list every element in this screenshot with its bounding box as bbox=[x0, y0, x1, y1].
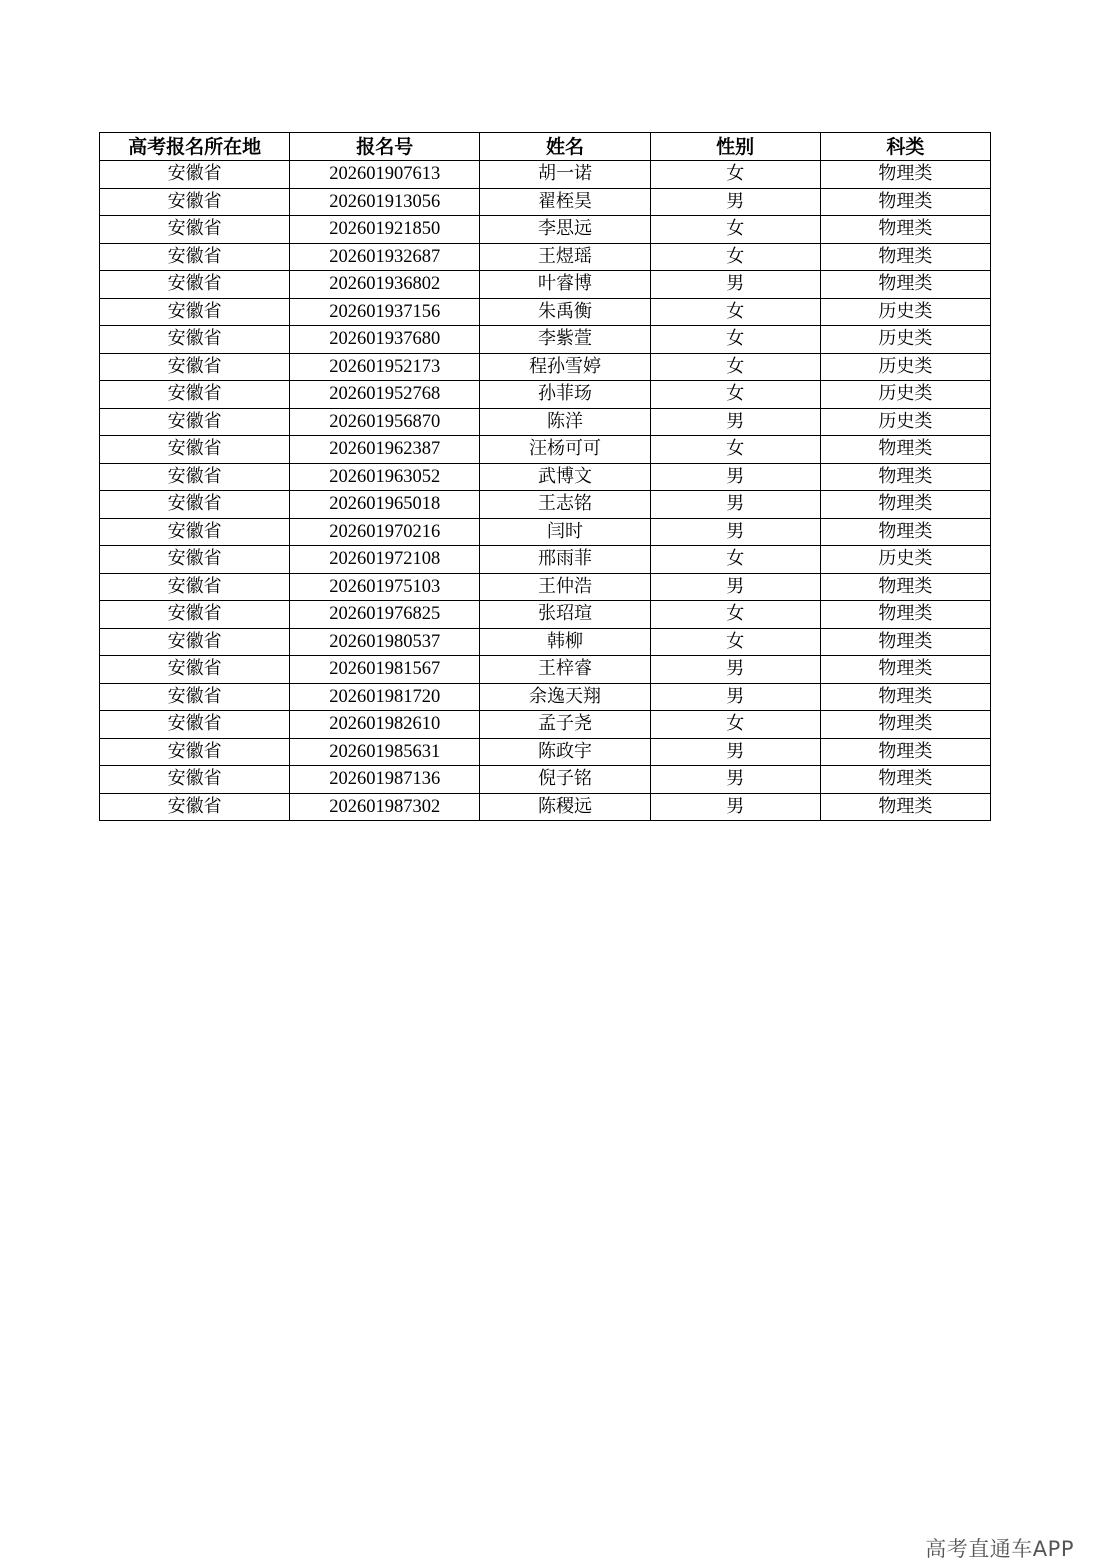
cell-gender: 男 bbox=[650, 683, 820, 711]
cell-registration-number: 202601952173 bbox=[290, 353, 480, 381]
cell-gender: 女 bbox=[650, 216, 820, 244]
table-row bbox=[100, 573, 991, 601]
cell-registration-number: 202601913056 bbox=[290, 188, 480, 216]
cell-gender: 男 bbox=[650, 738, 820, 766]
cell-name: 武博文 bbox=[480, 463, 650, 491]
cell-registration-number: 202601963052 bbox=[290, 463, 480, 491]
roster-table bbox=[99, 132, 991, 821]
cell-gender: 男 bbox=[650, 408, 820, 436]
cell-name: 倪子铭 bbox=[480, 766, 650, 794]
table-row bbox=[100, 243, 991, 271]
cell-name: 孟子尧 bbox=[480, 711, 650, 739]
table-row bbox=[100, 518, 991, 546]
cell-registration-number: 202601965018 bbox=[290, 491, 480, 519]
cell-name: 叶睿博 bbox=[480, 271, 650, 299]
table-row bbox=[100, 656, 991, 684]
table-row bbox=[100, 711, 991, 739]
cell-gender: 女 bbox=[650, 436, 820, 464]
cell-registration-number: 202601976825 bbox=[290, 601, 480, 629]
cell-gender: 女 bbox=[650, 601, 820, 629]
table-row bbox=[100, 628, 991, 656]
cell-registration-number: 202601970216 bbox=[290, 518, 480, 546]
table-row bbox=[100, 188, 991, 216]
cell-gender: 女 bbox=[650, 243, 820, 271]
cell-name: 李思远 bbox=[480, 216, 650, 244]
cell-registration-number: 202601975103 bbox=[290, 573, 480, 601]
table-row bbox=[100, 738, 991, 766]
cell-gender: 男 bbox=[650, 491, 820, 519]
cell-subject-category: 物理类 bbox=[820, 243, 990, 271]
cell-subject-category: 物理类 bbox=[820, 436, 990, 464]
cell-gender: 女 bbox=[650, 546, 820, 574]
cell-subject-category: 物理类 bbox=[820, 573, 990, 601]
cell-location: 安徽省 bbox=[100, 298, 290, 326]
cell-subject-category: 历史类 bbox=[820, 353, 990, 381]
cell-subject-category: 历史类 bbox=[820, 381, 990, 409]
cell-registration-number: 202601962387 bbox=[290, 436, 480, 464]
cell-name: 朱禹衡 bbox=[480, 298, 650, 326]
table-row bbox=[100, 793, 991, 821]
cell-registration-number: 202601952768 bbox=[290, 381, 480, 409]
cell-subject-category: 物理类 bbox=[820, 766, 990, 794]
cell-registration-number: 202601980537 bbox=[290, 628, 480, 656]
cell-subject-category: 物理类 bbox=[820, 188, 990, 216]
cell-gender: 男 bbox=[650, 188, 820, 216]
cell-name: 李紫萱 bbox=[480, 326, 650, 354]
cell-name: 余逸天翔 bbox=[480, 683, 650, 711]
cell-name: 王志铭 bbox=[480, 491, 650, 519]
cell-location: 安徽省 bbox=[100, 436, 290, 464]
cell-registration-number: 202601932687 bbox=[290, 243, 480, 271]
cell-name: 王仲浩 bbox=[480, 573, 650, 601]
cell-registration-number: 202601937680 bbox=[290, 326, 480, 354]
table-row bbox=[100, 381, 991, 409]
cell-location: 安徽省 bbox=[100, 271, 290, 299]
cell-subject-category: 历史类 bbox=[820, 546, 990, 574]
header-name: 姓名 bbox=[480, 133, 650, 161]
table-row bbox=[100, 491, 991, 519]
cell-registration-number: 202601985631 bbox=[290, 738, 480, 766]
cell-subject-category: 物理类 bbox=[820, 491, 990, 519]
cell-location: 安徽省 bbox=[100, 381, 290, 409]
table-header bbox=[100, 133, 991, 161]
cell-subject-category: 历史类 bbox=[820, 298, 990, 326]
table-row bbox=[100, 353, 991, 381]
table-row bbox=[100, 271, 991, 299]
cell-gender: 男 bbox=[650, 766, 820, 794]
cell-location: 安徽省 bbox=[100, 766, 290, 794]
cell-location: 安徽省 bbox=[100, 628, 290, 656]
cell-subject-category: 物理类 bbox=[820, 601, 990, 629]
cell-subject-category: 物理类 bbox=[820, 271, 990, 299]
cell-subject-category: 物理类 bbox=[820, 738, 990, 766]
cell-location: 安徽省 bbox=[100, 353, 290, 381]
table-body bbox=[100, 161, 991, 821]
cell-location: 安徽省 bbox=[100, 683, 290, 711]
cell-location: 安徽省 bbox=[100, 188, 290, 216]
cell-location: 安徽省 bbox=[100, 656, 290, 684]
cell-location: 安徽省 bbox=[100, 518, 290, 546]
cell-registration-number: 202601937156 bbox=[290, 298, 480, 326]
cell-gender: 女 bbox=[650, 628, 820, 656]
cell-name: 翟桎昊 bbox=[480, 188, 650, 216]
header-subject-category: 科类 bbox=[820, 133, 990, 161]
cell-gender: 男 bbox=[650, 793, 820, 821]
cell-name: 王煜瑶 bbox=[480, 243, 650, 271]
table-row bbox=[100, 546, 991, 574]
table-row bbox=[100, 766, 991, 794]
table-row bbox=[100, 436, 991, 464]
cell-name: 邢雨菲 bbox=[480, 546, 650, 574]
cell-location: 安徽省 bbox=[100, 161, 290, 189]
cell-location: 安徽省 bbox=[100, 491, 290, 519]
table-row bbox=[100, 463, 991, 491]
cell-location: 安徽省 bbox=[100, 326, 290, 354]
cell-location: 安徽省 bbox=[100, 546, 290, 574]
cell-registration-number: 202601956870 bbox=[290, 408, 480, 436]
cell-location: 安徽省 bbox=[100, 243, 290, 271]
table-row bbox=[100, 298, 991, 326]
header-gender: 性别 bbox=[650, 133, 820, 161]
cell-name: 陈洋 bbox=[480, 408, 650, 436]
cell-registration-number: 202601987136 bbox=[290, 766, 480, 794]
cell-registration-number: 202601981567 bbox=[290, 656, 480, 684]
cell-subject-category: 物理类 bbox=[820, 161, 990, 189]
header-row bbox=[100, 133, 991, 161]
cell-gender: 女 bbox=[650, 711, 820, 739]
cell-name: 闫时 bbox=[480, 518, 650, 546]
cell-registration-number: 202601981720 bbox=[290, 683, 480, 711]
cell-location: 安徽省 bbox=[100, 711, 290, 739]
cell-subject-category: 物理类 bbox=[820, 683, 990, 711]
cell-registration-number: 202601936802 bbox=[290, 271, 480, 299]
watermark-text: 高考直通车APP bbox=[925, 1537, 1074, 1561]
table-row bbox=[100, 216, 991, 244]
cell-name: 王梓睿 bbox=[480, 656, 650, 684]
cell-location: 安徽省 bbox=[100, 793, 290, 821]
cell-location: 安徽省 bbox=[100, 216, 290, 244]
cell-gender: 男 bbox=[650, 518, 820, 546]
cell-gender: 女 bbox=[650, 353, 820, 381]
cell-location: 安徽省 bbox=[100, 601, 290, 629]
cell-subject-category: 物理类 bbox=[820, 628, 990, 656]
cell-name: 孙菲玚 bbox=[480, 381, 650, 409]
cell-subject-category: 历史类 bbox=[820, 326, 990, 354]
cell-subject-category: 物理类 bbox=[820, 793, 990, 821]
cell-subject-category: 物理类 bbox=[820, 711, 990, 739]
cell-subject-category: 物理类 bbox=[820, 216, 990, 244]
cell-name: 陈政宇 bbox=[480, 738, 650, 766]
cell-registration-number: 202601987302 bbox=[290, 793, 480, 821]
cell-location: 安徽省 bbox=[100, 738, 290, 766]
cell-name: 韩柳 bbox=[480, 628, 650, 656]
cell-gender: 男 bbox=[650, 271, 820, 299]
cell-subject-category: 物理类 bbox=[820, 656, 990, 684]
cell-gender: 女 bbox=[650, 381, 820, 409]
cell-name: 程孙雪婷 bbox=[480, 353, 650, 381]
cell-name: 汪杨可可 bbox=[480, 436, 650, 464]
cell-subject-category: 历史类 bbox=[820, 408, 990, 436]
cell-gender: 女 bbox=[650, 161, 820, 189]
cell-registration-number: 202601921850 bbox=[290, 216, 480, 244]
table-row bbox=[100, 326, 991, 354]
cell-registration-number: 202601982610 bbox=[290, 711, 480, 739]
cell-subject-category: 物理类 bbox=[820, 463, 990, 491]
cell-gender: 女 bbox=[650, 326, 820, 354]
table-row bbox=[100, 601, 991, 629]
header-registration-number: 报名号 bbox=[290, 133, 480, 161]
cell-name: 陈稷远 bbox=[480, 793, 650, 821]
table-row bbox=[100, 683, 991, 711]
cell-gender: 女 bbox=[650, 298, 820, 326]
cell-location: 安徽省 bbox=[100, 408, 290, 436]
header-registration-location: 高考报名所在地 bbox=[100, 133, 290, 161]
cell-subject-category: 物理类 bbox=[820, 518, 990, 546]
cell-name: 张玿瑄 bbox=[480, 601, 650, 629]
table-row bbox=[100, 161, 991, 189]
cell-gender: 男 bbox=[650, 656, 820, 684]
cell-name: 胡一诺 bbox=[480, 161, 650, 189]
cell-registration-number: 202601972108 bbox=[290, 546, 480, 574]
cell-location: 安徽省 bbox=[100, 573, 290, 601]
cell-gender: 男 bbox=[650, 573, 820, 601]
cell-location: 安徽省 bbox=[100, 463, 290, 491]
cell-registration-number: 202601907613 bbox=[290, 161, 480, 189]
table-row bbox=[100, 408, 991, 436]
cell-gender: 男 bbox=[650, 463, 820, 491]
